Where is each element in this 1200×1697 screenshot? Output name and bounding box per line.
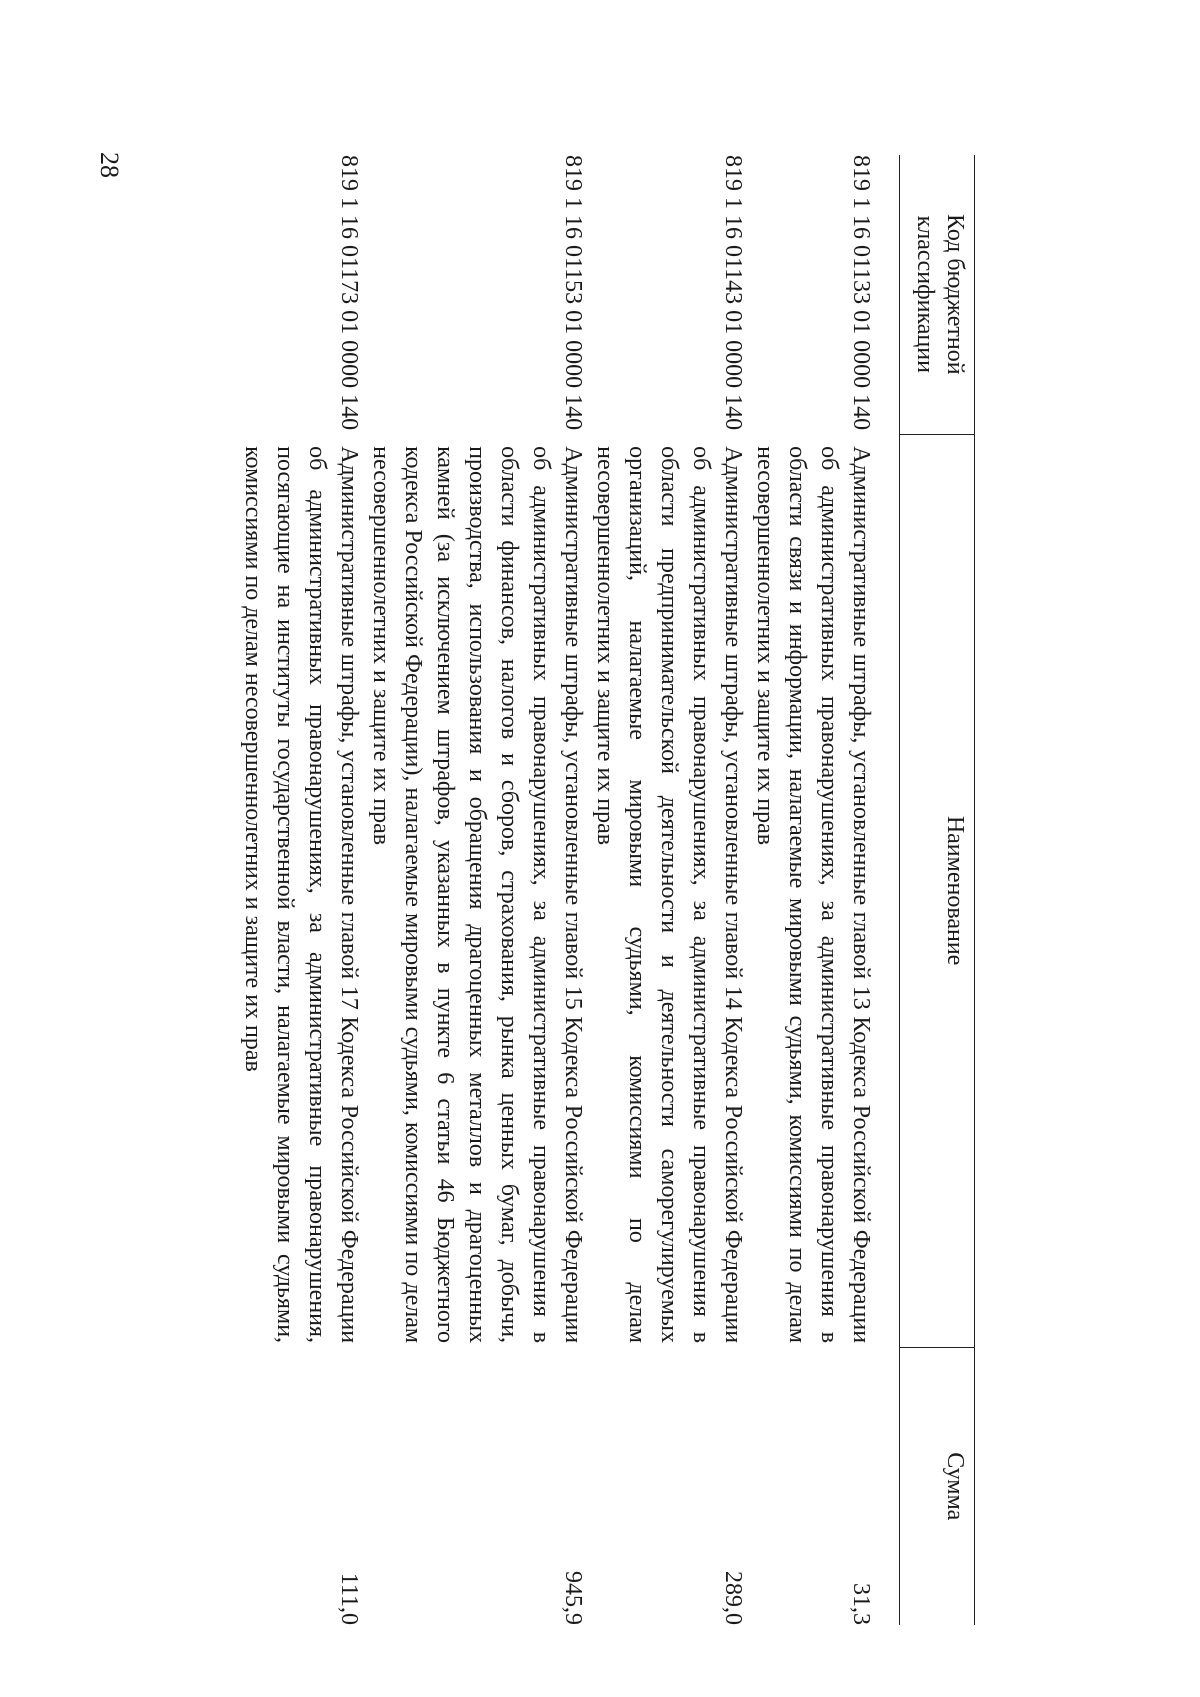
table-row xyxy=(237,155,365,1625)
row-sum: 289,0 xyxy=(720,1571,746,1625)
row-name: Административные штрафы, установленные главой 17 Кодекса Российской Федерации об административных правонарушениях, за административные правонарушения, посягающие на институты государственной власти, налагаемые мировыми судьями, комиссиями по делам несовершеннолетних и защите их прав xyxy=(240,446,362,1344)
table-row xyxy=(365,155,589,1625)
row-sum: 111,0 xyxy=(336,1572,362,1625)
row-name: Административные штрафы, установленные главой 14 Кодекса Российской Федерации об административных правонарушениях, за административные правонарушения в области предпринимательской деятельности и деятельности саморегулируемых организаций, налагаемые мировыми судьями, комиссиями по делам несовершеннолетних и защите их прав xyxy=(592,446,746,1344)
row-code: 819 1 16 01173 01 0000 140 xyxy=(336,155,362,431)
row-code: 819 1 16 01153 01 0000 140 xyxy=(560,155,586,431)
row-sum: 945,9 xyxy=(560,1571,586,1625)
table-header-row xyxy=(900,155,975,1625)
page-number: 28 xyxy=(95,152,124,178)
budget-table xyxy=(237,155,975,1625)
row-code: 819 1 16 01143 01 0000 140 xyxy=(720,155,746,431)
header-code: Код бюджетной классификации xyxy=(900,155,975,434)
table-row xyxy=(589,155,749,1625)
header-sum: Сумма xyxy=(900,1347,975,1625)
rotated-table-container xyxy=(145,155,975,1625)
header-name: Наименование xyxy=(900,434,975,1347)
table-row xyxy=(749,155,900,1625)
row-code: 819 1 16 01133 01 0000 140 xyxy=(848,155,874,431)
row-name: Административные штрафы, установленные главой 13 Кодекса Российской Федерации об административных правонарушениях, за административные правонарушения в области связи и информации, налагаемые мировыми судьями, комиссиями по делам несовершеннолетних и защите их прав xyxy=(752,446,874,1344)
row-sum: 31,3 xyxy=(848,1583,874,1625)
row-name: Административные штрафы, установленные главой 15 Кодекса Российской Федерации об административных правонарушениях, за административные правонарушения в области финансов, налогов и сборов, страхования, рынка ценных бумаг, добычи, производства, использования и обращения драгоценных металлов и драгоценных камней (за исключением штрафов, указанных в пункте 6 статьи 46 Бюджетного кодекса Российской Федерации), налагаемые мировыми судьями, комиссиями по делам несовершеннолетних и защите их прав xyxy=(368,446,586,1344)
